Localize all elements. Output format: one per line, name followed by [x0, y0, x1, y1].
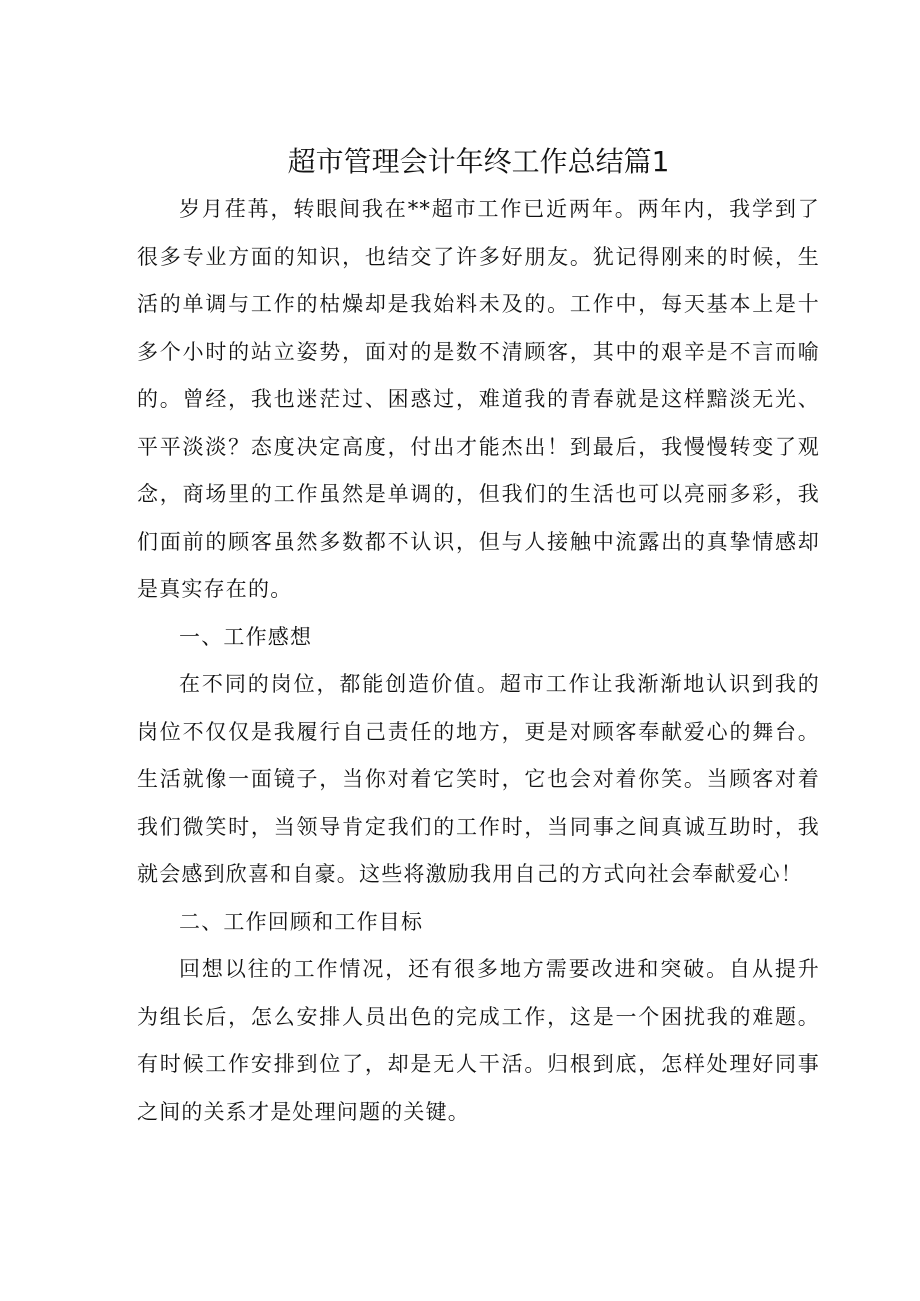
section-body-work-thoughts: 在不同的岗位，都能创造价值。超市工作让我渐渐地认识到我的岗位不仅仅是我履行自己责任的地方，更是对顾客奉献爱心的舞台。生活就像一面镜子，当你对着它笑时，它也会对着你笑。当顾客对着我们微笑时，当领导肯定我们的工作时，当同事之间真诚互助时，我就会感到欣喜和自豪。这些将激励我用自己的方式向社会奉献爱心！	[137, 672, 820, 886]
section-body-review-goals: 回想以往的工作情况，还有很多地方需要改进和突破。自从提升为组长后，怎么安排人员出色的完成工作，这是一个困扰我的难题。有时候工作安排到位了，却是无人干活。归根到底，怎样处理好同事之间的关系才是处理问题的关键。	[137, 957, 820, 1124]
section-heading-review-goals: 二、工作回顾和工作目标	[179, 909, 424, 934]
document-title: 超市管理会计年终工作总结篇1	[287, 145, 670, 178]
section-heading-work-thoughts: 一、工作感想	[179, 624, 313, 649]
intro-paragraph: 岁月荏苒，转眼间我在**超市工作已近两年。两年内，我学到了很多专业方面的知识，也结交了许多好朋友。犹记得刚来的时候，生活的单调与工作的枯燥却是我始料未及的。工作中，每天基本上是十多个小时的站立姿势，面对的是数不清顾客，其中的艰辛是不言而喻的。曾经，我也迷茫过、困惑过，难道我的青春就是这样黯淡无光、平平淡淡？态度决定高度，付出才能杰出！到最后，我慢慢转变了观念，商场里的工作虽然是单调的，但我们的生活也可以亮丽多彩，我们面前的顾客虽然多数都不认识，但与人接触中流露出的真挚情感却是真实存在的。	[137, 197, 820, 601]
